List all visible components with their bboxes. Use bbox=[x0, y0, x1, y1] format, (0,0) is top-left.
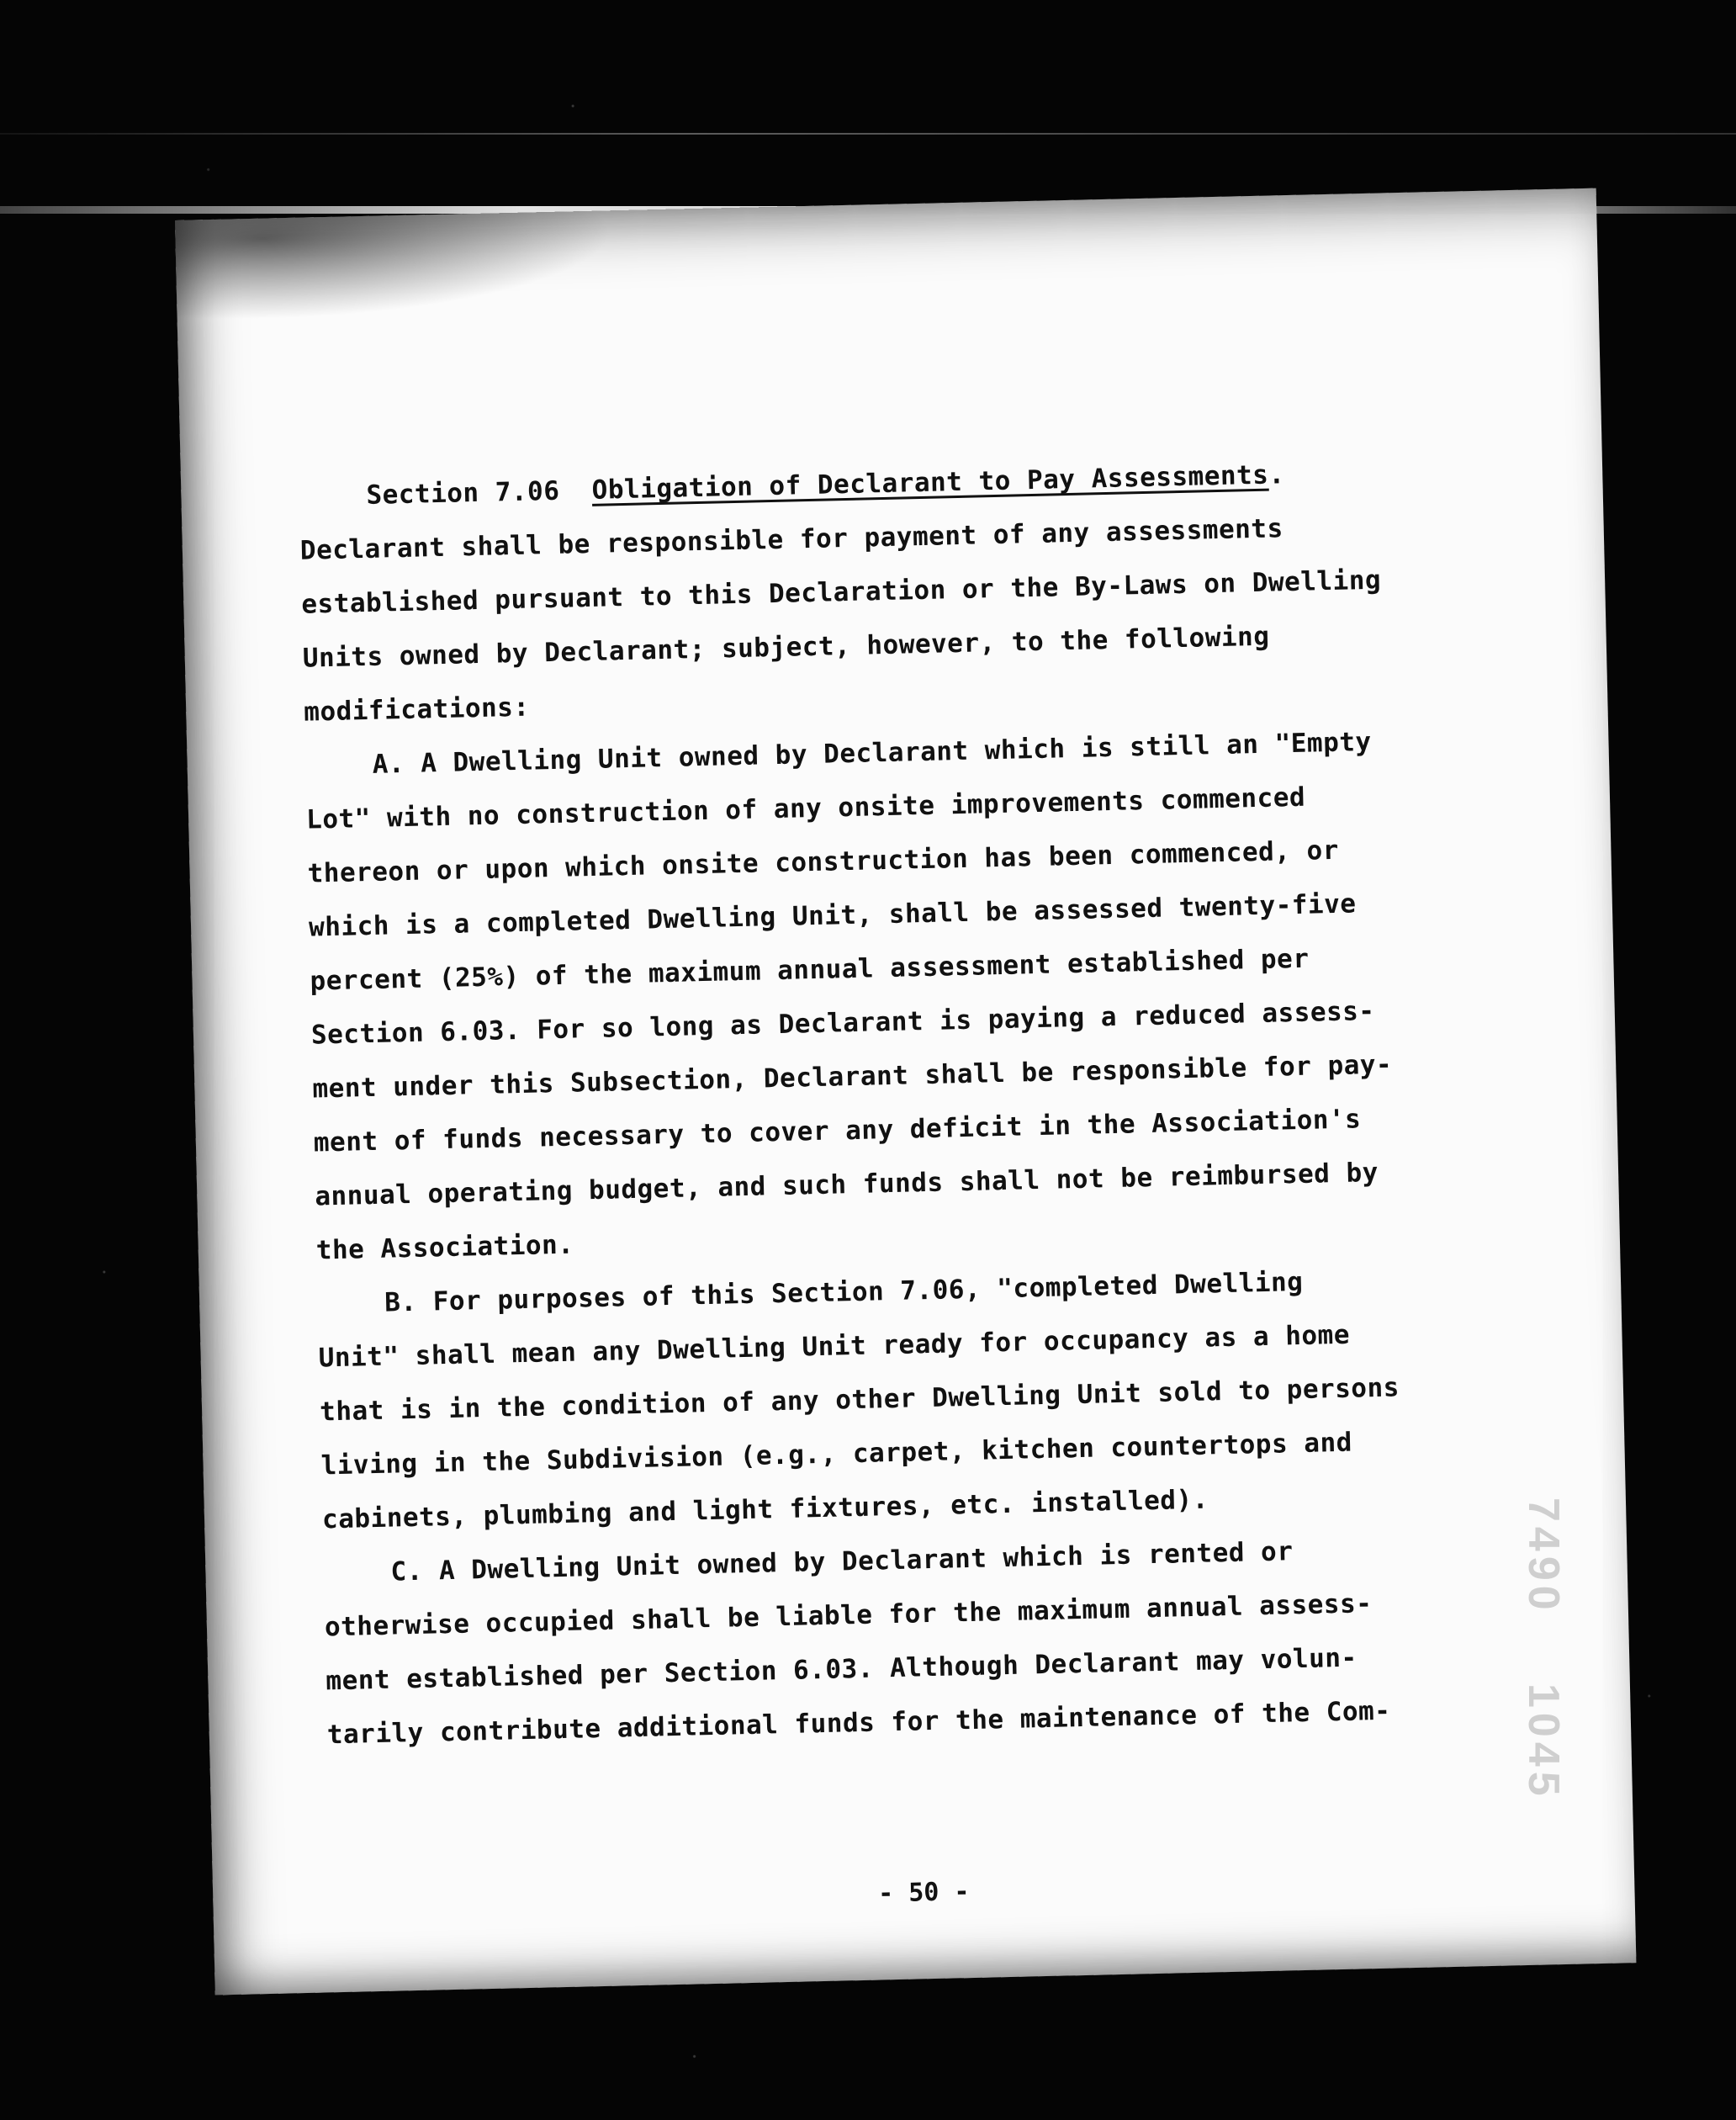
paragraph-c-line: C. A Dwelling Unit owned by Declarant which is rented or bbox=[390, 1536, 1294, 1587]
paragraph-a-line: A. A Dwelling Unit owned by Declarant which is still an "Empty bbox=[372, 726, 1372, 780]
section-heading-title: Obligation of Declarant to Pay Assessments bbox=[591, 459, 1269, 506]
document-page bbox=[175, 188, 1636, 1995]
intro-line: established pursuant to this Declaration or the By-Laws on Dwelling bbox=[300, 564, 1382, 620]
paragraph-b-line: Unit" shall mean any Dwelling Unit ready for occupancy as a home bbox=[318, 1319, 1351, 1374]
paragraph-a-line: Section 6.03. For so long as Declarant is paying a reduced assess- bbox=[310, 995, 1375, 1051]
paragraph-b-line: B. For purposes of this Section 7.06, "completed Dwelling bbox=[384, 1266, 1304, 1318]
intro-line: Declarant shall be responsible for payment of any assessments bbox=[299, 513, 1284, 566]
paragraph-c-line: otherwise occupied shall be liable for the maximum annual assess- bbox=[324, 1588, 1373, 1643]
paragraph-a-line: which is a completed Dwelling Unit, shall be assessed twenty-five bbox=[308, 888, 1357, 943]
paragraph-a-line: thereon or upon which onsite construction has been commenced, or bbox=[307, 835, 1340, 889]
paragraph-b-line: living in the Subdivision (e.g., carpet, kitchen countertops and bbox=[320, 1427, 1353, 1481]
scan-streak bbox=[0, 133, 1736, 135]
section-heading-period: . bbox=[1268, 459, 1285, 490]
section-heading-number: Section 7.06 bbox=[366, 475, 560, 511]
paragraph-c-line: tarily contribute additional funds for the maintenance of the Com- bbox=[326, 1695, 1391, 1751]
page-number: - 50 - bbox=[877, 1877, 970, 1909]
paragraph-a-line: ment of funds necessary to cover any deficit in the Association's bbox=[313, 1104, 1362, 1158]
paragraph-a-line: Lot" with no construction of any onsite improvements commenced bbox=[305, 782, 1306, 835]
stamp-book-number: 7490 bbox=[1519, 1497, 1568, 1615]
book-page-stamp bbox=[1518, 1497, 1569, 1800]
paragraph-a-line: annual operating budget, and such funds shall not be reimbursed by bbox=[314, 1157, 1379, 1212]
intro-line: modifications: bbox=[303, 692, 530, 728]
paragraph-b-line: cabinets, plumbing and light fixtures, etc. installed). bbox=[321, 1484, 1209, 1535]
paragraph-a-line: percent (25%) of the maximum annual assessment established per bbox=[310, 943, 1310, 997]
document-body bbox=[299, 445, 1447, 1762]
paragraph-b-line: that is in the condition of any other Dwelling Unit sold to persons bbox=[319, 1372, 1400, 1428]
paragraph-a-line: ment under this Subsection, Declarant shall be responsible for pay- bbox=[312, 1049, 1393, 1105]
paragraph-c-line: ment established per Section 6.03. Although Declarant may volun- bbox=[326, 1642, 1358, 1697]
intro-line: Units owned by Declarant; subject, however, to the following bbox=[302, 621, 1270, 674]
paragraph-a-line: the Association. bbox=[315, 1229, 574, 1266]
stamp-page-number: 1045 bbox=[1519, 1683, 1568, 1801]
